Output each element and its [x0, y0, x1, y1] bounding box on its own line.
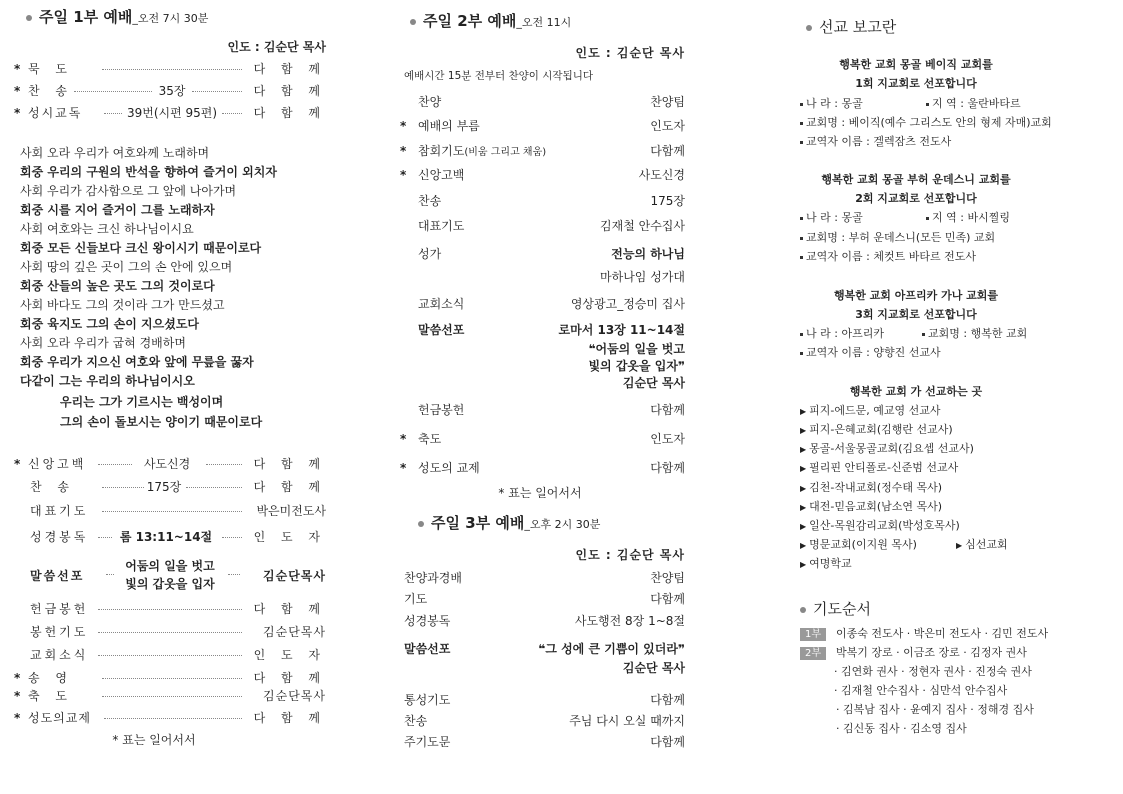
asterisk-icon: * [400, 461, 407, 475]
triangle-bullet-icon: ▶ [800, 484, 807, 493]
order-row: * 축 도 김순단목사 [14, 689, 326, 703]
triangle-bullet-icon: ▶ [800, 522, 807, 531]
order-row: 기도 다함께 [404, 592, 685, 606]
triangle-bullet-icon: ▶ [800, 464, 807, 473]
order-row: * 성도의 교제 다함께 [400, 461, 685, 475]
triangle-bullet-icon: ▶ [800, 560, 807, 569]
asterisk-icon: * [400, 144, 407, 158]
order-row: * 신앙고백 사도신경 다 함 께 [14, 457, 326, 471]
order-row: 빛의 갑옷을 입자❞ [588, 359, 685, 373]
leader-dots [104, 113, 122, 114]
order-row: 통성기도 다함께 [404, 693, 685, 707]
asterisk-icon: * [14, 711, 21, 725]
prayer-order-title: 기도순서 [800, 598, 871, 619]
order-row: 김순단 목사 [622, 376, 685, 390]
leader-dots [192, 91, 242, 92]
triangle-bullet-icon: ▶ [800, 426, 807, 435]
bullet-dot-icon [800, 607, 806, 613]
order-row: * 신앙고백 사도신경 [400, 168, 685, 182]
asterisk-icon: * [14, 62, 21, 76]
first-service-title: 주일 1부 예배_오전 7시 30분 [26, 6, 208, 27]
leader-dots [186, 487, 242, 488]
bullet-icon [800, 256, 803, 259]
triangle-bullet-icon: ▶ [800, 445, 807, 454]
bullet-icon [922, 333, 925, 336]
bullet-icon [800, 103, 803, 106]
order-row: 찬 송 175장 다 함 께 [30, 480, 326, 494]
order-row: * 축도 인도자 [400, 432, 685, 446]
order-row: 김순단 목사 [622, 661, 685, 675]
second-service-leader: 인도 : 김순단 목사 [575, 46, 685, 60]
order-row: 마하나임 성가대 [600, 270, 685, 284]
bullet-icon [800, 217, 803, 220]
bullet-dot-icon [806, 25, 812, 31]
bullet-icon [800, 352, 803, 355]
bullet-icon [926, 103, 929, 106]
order-row: 교회소식 인 도 자 [30, 648, 326, 662]
leader-dots [106, 574, 114, 575]
triangle-bullet-icon: ▶ [800, 503, 807, 512]
standing-note: * 표는 일어서서 [112, 733, 196, 747]
order-row: 교회소식 영상광고_정승미 집사 [418, 297, 685, 311]
first-service-leader: 인도 : 김순단 목사 [227, 40, 326, 54]
leader-dots [74, 91, 152, 92]
order-row: 찬양 찬양팀 [418, 95, 685, 109]
leader-dots [102, 487, 144, 488]
bullet-icon [800, 333, 803, 336]
leader-dots [98, 537, 112, 538]
asterisk-icon: * [400, 168, 407, 182]
leader-dots [98, 464, 132, 465]
mission-column: 선교 보고란 행복한 교회 몽골 베이직 교회를 1회 지교회로 선포합니다 나 라 : 몽골 지 역 : 울란바타르 교회명 : 베이직(예수 그리스도 안의 형제 자매)교회 교역자 이름 : 겔렉잠츠 전도사 행복한 교회 몽골 부허 운데스니 교회를 2회 지교회로 선포합니다 나 라 : 몽골 지 역 : 바시찔링 교회명 : 부허 운데스니(모든 민족) 교회 교역자 이름 : 체컷트 바타르 전도사 행복한 교회 아프리카 가나 교회를 3회 지교회로 선포합니다 나 라 : 아프리카 교회명 : 행복한 교회 교역자 이름 : 양향진 선교사 행복한 교회 가 선교하는 곳 ▶ 피지-에드문, 예교영 선교사 ▶ 피지-은혜교회(김행란 선교사) ▶ 몽골-서울몽골교회(김요셉 선교사) ▶ 필리핀 안티폴로-신준범 선교사 ▶ 김천-작내교회(정수태 목사) ▶ 대전-믿음교회(남소연 목사) ▶ 일산-목원감리교회(박성호목사) ▶ 명문교회(이지원 목사) ▶ 심선교회 ▶ 여명학교 기도순서 1부 이종숙 전도사 · 박은미 전도사 · 김민 전도사 2부 박복기 장로 · 이금조 장로 · 김정자 권사 · 김연화 권사 · 정현자 권사 · 진정숙 권사 · 김재철 안수집사 · 심만석 안수집사 · 김복남 집사 · 윤예지 집사 · 정해경 집사 · 김신동 집사 · 김소영 집사 [800, 18, 1052, 735]
order-row: * 참회기도(비움 그리고 채움) 다함께 [400, 144, 685, 158]
sermon-row: 말씀선포 어둠의 일을 벗고 빛의 갑옷을 입자 김순단목사 [30, 559, 326, 591]
leader-dots [102, 69, 242, 70]
triangle-bullet-icon: ▶ [800, 541, 807, 550]
order-row: 찬양과경배 찬양팀 [404, 571, 685, 585]
leader-dots [222, 537, 242, 538]
order-row: 성경봉독 사도행전 8장 1~8절 [404, 614, 685, 628]
service-badge: 2부 [800, 647, 826, 660]
order-row: 말씀선포 ❝그 성에 큰 기쁨이 있더라❞ [404, 642, 685, 656]
bullet-dot-icon [418, 521, 424, 527]
order-row: 봉헌기도 김순단목사 [30, 625, 326, 639]
leader-dots [102, 696, 242, 697]
third-service-leader: 인도 : 김순단 목사 [575, 548, 685, 562]
asterisk-icon: * [14, 457, 21, 471]
leader-dots [98, 655, 242, 656]
order-row: * 찬 송 35장 다 함 께 [14, 84, 326, 98]
leader-dots [228, 574, 240, 575]
leader-dots [102, 511, 242, 512]
bullet-icon [926, 217, 929, 220]
order-row: 주기도문 다함께 [404, 735, 685, 749]
order-row: * 묵 도 다 함 께 [14, 62, 326, 76]
order-row: 헌금봉헌 다함께 [418, 403, 685, 417]
triangle-bullet-icon: ▶ [956, 541, 963, 550]
order-row: 찬송 175장 [418, 194, 685, 208]
standing-note: * 표는 일어서서 [498, 486, 582, 500]
order-row: * 성시교독 39번(시편 95편) 다 함 께 [14, 106, 326, 120]
asterisk-icon: * [400, 119, 407, 133]
service-intro-note: 예배시간 15분 전부터 찬양이 시작됩니다 [404, 70, 593, 82]
order-row: 헌금봉헌 다 함 께 [30, 602, 326, 616]
leader-dots [104, 718, 242, 719]
bullet-dot-icon [410, 19, 416, 25]
leader-dots [98, 632, 242, 633]
leader-dots [102, 678, 242, 679]
bullet-icon [800, 122, 803, 125]
asterisk-icon: * [14, 689, 21, 703]
order-row: 말씀선포 로마서 13장 11~14절 [418, 323, 685, 337]
asterisk-icon: * [400, 432, 407, 446]
leader-dots [206, 464, 242, 465]
order-row: * 예배의 부름 인도자 [400, 119, 685, 133]
asterisk-icon: * [14, 671, 21, 685]
order-row: 성가 전능의 하나님 [418, 247, 685, 261]
first-service-column: 주일 1부 예배_오전 7시 30분 인도 : 김순단 목사 * 묵 도 다 함 께 * 찬 송 35장 다 함 께 * 성시교독 39번(시편 95편) 다 함 께 사회 오라 우리가 여호와께 노래하며 회중 우리의 구원의 반석을 향하여 즐거이 외치자 사회 우리가 감사함으로 그 앞에 나아가며 회중 시를 지어 즐거이 그를 노래하자 사회 여호와는 크신 하나님이시요 회중 모든 신들보다 크신 왕이시기 때문이로다 사회 땅의 깊은 곳이 그의 손 안에 있으며 회중 산들의 높은 곳도 그의 것이로다 사회 바다도 그의 것이라 그가 만드셨고 회중 육지도 그의 손이 지으셨도다 사회 오라 우리가 굽혀 경배하며 회중 우리가 지으신 여호와 앞에 무릎을 꿇자 다같이 그는 우리의 하나님이시오 우리는 그가 기르시는 백성이며 그의 손이 돌보시는 양이기 때문이로다 * 신앙고백 사도신경 다 함 께 찬 송 175장 다 함 께 대표기도 박은미전도사 성경봉독 롬 13:11~14절 인 도 자 말씀선포 어둠의 일을 벗고 빛의 갑옷을 입자 김순단목사 헌금봉헌 다 함 께 봉헌기도 김순단목사 교회소식 인 도 자 * 송 영 다 함 께 * 축 도 김순단목사 * 성도의교제 다 함 께 * 표는 일어서서 [14, 8, 326, 747]
order-row: * 송 영 다 함 께 [14, 671, 326, 685]
order-row: 성경봉독 롬 13:11~14절 인 도 자 [30, 530, 326, 544]
third-service-title: 주일 3부 예배_오후 2시 30분 [418, 512, 600, 533]
service-badge: 1부 [800, 628, 826, 641]
triangle-bullet-icon: ▶ [800, 407, 807, 416]
order-row: * 성도의교제 다 함 께 [14, 711, 326, 725]
bullet-icon [800, 141, 803, 144]
order-row: ❝어둠의 일을 벗고 [588, 342, 685, 356]
order-row: 대표기도 박은미전도사 [30, 504, 326, 518]
bullet-icon [800, 237, 803, 240]
asterisk-icon: * [14, 84, 21, 98]
order-row: 찬송 주님 다시 오실 때까지 [404, 714, 685, 728]
mission-report-title: 선교 보고란 [806, 16, 896, 37]
leader-dots [222, 113, 242, 114]
bullet-dot-icon [26, 15, 32, 21]
second-service-title: 주일 2부 예배_오전 11시 [410, 10, 571, 31]
asterisk-icon: * [14, 106, 21, 120]
leader-dots [98, 609, 242, 610]
order-row: 대표기도 김재철 안수집사 [418, 219, 685, 233]
second-service-column [400, 0, 685, 790]
